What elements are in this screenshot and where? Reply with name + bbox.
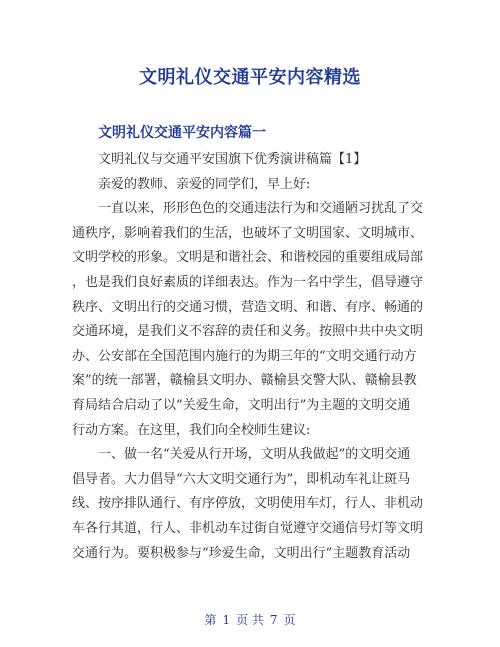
total-page-number: 7	[269, 613, 278, 627]
paragraph-line: 一直以来，形形色色的交通违法行为和交通陋习扰乱了交	[98, 201, 424, 217]
greeting-line: 亲爱的教师、亲爱的同学们，早上好:	[98, 176, 311, 192]
paragraph-line: 交通环境，是我们义不容辞的责任和义务。按照中共中央文明	[72, 324, 424, 340]
paragraph-line: 育局结合启动了以“关爱生命，文明出行”为主题的文明交通	[72, 397, 411, 413]
paragraph-line: 倡导者。大力倡导“六大文明交通行为”，即机动车礼让斑马	[72, 471, 411, 487]
current-page-number: 1	[222, 613, 231, 627]
paragraph-line: ，也是我们良好素质的详细表达。作为一名中学生，倡导遵守	[72, 274, 424, 290]
paragraph-line: 文明学校的形象。文明是和谐社会、和谐校园的重要组成局部	[72, 250, 424, 266]
paragraph-line: 办、公安部在全国范围内施行的为期三年的“文明交通行动方	[72, 348, 417, 364]
paragraph-line: 线、按序排队通行、有序停放，文明使用车灯，行人、非机动	[72, 496, 424, 512]
paragraph-line: 行动方案。在这里，我们向全校师生建议:	[72, 422, 311, 438]
section-title: 文明礼仪交通平安内容篇一	[98, 125, 266, 141]
document-title: 文明礼仪交通平安内容精选	[139, 67, 361, 88]
footer-suffix: 页	[283, 613, 296, 627]
footer-middle: 页 共	[236, 613, 264, 627]
paragraph-line: 交通行为。要积极参与“珍爱生命，文明出行”主题教育活动	[72, 545, 411, 561]
paragraph-line: 案”的统一部署，赣榆县文明办、赣榆县交警大队、赣榆县教	[72, 373, 417, 389]
paragraph-line: 通秩序，影响着我们的生活，也破坏了文明国家、文明城市、	[72, 225, 424, 241]
speech-heading-line: 文明礼仪与交通平安国旗下优秀演讲稿篇【1】	[98, 152, 367, 167]
paragraph-line: 秩序、文明出行的交通习惯，营造文明、和谐、有序、畅通的	[72, 299, 424, 315]
page-footer	[0, 611, 500, 628]
document-body	[72, 148, 433, 566]
paragraph-line: 一、做一名“关爱从行开场，文明从我做起”的文明交通	[98, 447, 411, 463]
footer-prefix: 第	[204, 613, 217, 627]
paragraph-line: 车各行其道，行人、非机动车过街自觉遵守交通信号灯等文明	[72, 520, 424, 536]
